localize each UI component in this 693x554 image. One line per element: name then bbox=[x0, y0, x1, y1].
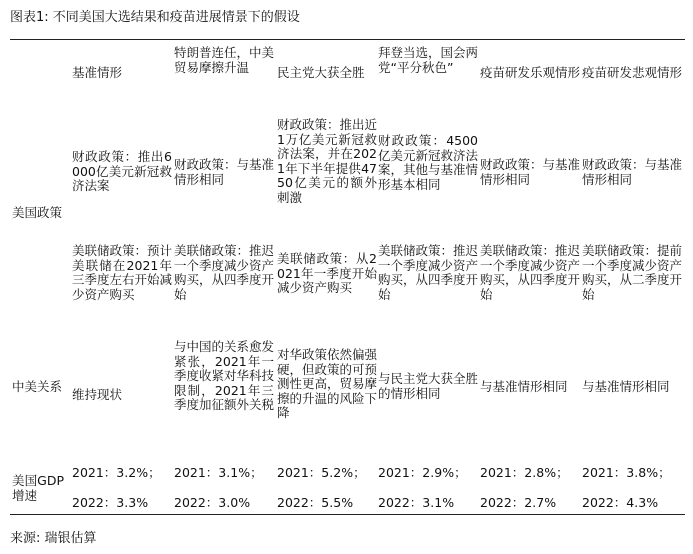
china-relations-cell: 与中国的关系愈发紧张，2021年一季度收紧对华科技限制，2021年三季度加征额外关税 bbox=[174, 339, 275, 412]
china-relations-cell: 对华政策依然偏强硬，但政策的可预测性更高，贸易摩擦的升温的风险下降 bbox=[277, 347, 378, 420]
row-label-china-relations: 中美关系 bbox=[12, 379, 63, 394]
fed-policy-cell: 美联储政策：提前一个季度减少资产购买，从二季度开始 bbox=[582, 243, 683, 302]
gdp-2021-cell: 2021：3.1%； bbox=[174, 465, 263, 480]
fed-policy-cell: 美联储政策：推迟一个季度减少资产购买，从四季度开始 bbox=[174, 243, 275, 302]
fiscal-policy-cell: 财政政策：与基准情形相同 bbox=[480, 157, 581, 187]
gdp-2022-cell: 2022：3.1% bbox=[378, 495, 455, 510]
row-label-us-gdp: 美国GDP增速 bbox=[12, 473, 64, 503]
gdp-2021-cell: 2021：3.8%； bbox=[582, 465, 671, 480]
gdp-2022-cell: 2022：5.5% bbox=[277, 495, 354, 510]
column-header: 拜登当选，国会两党“平分秋色” bbox=[378, 45, 479, 75]
china-relations-cell: 与基准情形相同 bbox=[480, 379, 568, 394]
column-header: 疫苗研发乐观情形 bbox=[480, 65, 581, 80]
fiscal-policy-cell: 财政政策：4500亿美元新冠救济法案，其他与基准情形基本相同 bbox=[378, 133, 479, 192]
fiscal-policy-cell: 财政政策：与基准情形相同 bbox=[582, 157, 683, 187]
gdp-2022-cell: 2022：4.3% bbox=[582, 495, 659, 510]
fiscal-policy-cell: 财政政策：推出近1万亿美元新冠救济法案，并在2021年下半年提供4750亿美元的额外刺激 bbox=[277, 117, 378, 205]
figure-title: 图表1: 不同美国大选结果和疫苗进展情景下的假设 bbox=[10, 10, 300, 25]
source-note: 来源: 瑞银估算 bbox=[10, 531, 97, 546]
column-header: 疫苗研发悲观情形 bbox=[582, 65, 683, 80]
fed-policy-cell: 美联储政策：推迟一个季度减少资产购买，从四季度开始 bbox=[480, 243, 581, 302]
gdp-2022-cell: 2022：3.0% bbox=[174, 495, 251, 510]
gdp-2021-cell: 2021：5.2%； bbox=[277, 465, 366, 480]
china-relations-cell: 与基准情形相同 bbox=[582, 379, 670, 394]
china-relations-cell: 维持现状 bbox=[72, 387, 123, 402]
column-header: 民主党大获全胜 bbox=[277, 65, 365, 80]
fed-policy-cell: 美联储政策：预计美联储在2021年三季度左右开始减少资产购买 bbox=[72, 243, 173, 302]
column-header: 基准情形 bbox=[72, 65, 123, 80]
row-label-us-policy: 美国政策 bbox=[12, 205, 63, 220]
top-rule bbox=[10, 39, 685, 40]
fed-policy-cell: 美联储政策：推迟一个季度减少资产购买，从四季度开始 bbox=[378, 243, 479, 302]
gdp-2021-cell: 2021：2.9%； bbox=[378, 465, 467, 480]
fiscal-policy-cell: 财政政策：与基准情形相同 bbox=[174, 157, 275, 187]
column-header: 特朗普连任，中美贸易摩擦升温 bbox=[174, 45, 275, 75]
gdp-2021-cell: 2021：2.8%； bbox=[480, 465, 569, 480]
fed-policy-cell: 美联储政策：从2021年一季度开始减少资产购买 bbox=[277, 251, 377, 295]
bottom-rule bbox=[10, 514, 685, 515]
gdp-2022-cell: 2022：2.7% bbox=[480, 495, 557, 510]
gdp-2022-cell: 2022：3.3% bbox=[72, 495, 149, 510]
china-relations-cell: 与民主党大获全胜的情形相同 bbox=[378, 371, 479, 401]
gdp-2021-cell: 2021：3.2%； bbox=[72, 465, 161, 480]
fiscal-policy-cell: 财政政策：推出6000亿美元新冠救济法案 bbox=[72, 149, 172, 193]
